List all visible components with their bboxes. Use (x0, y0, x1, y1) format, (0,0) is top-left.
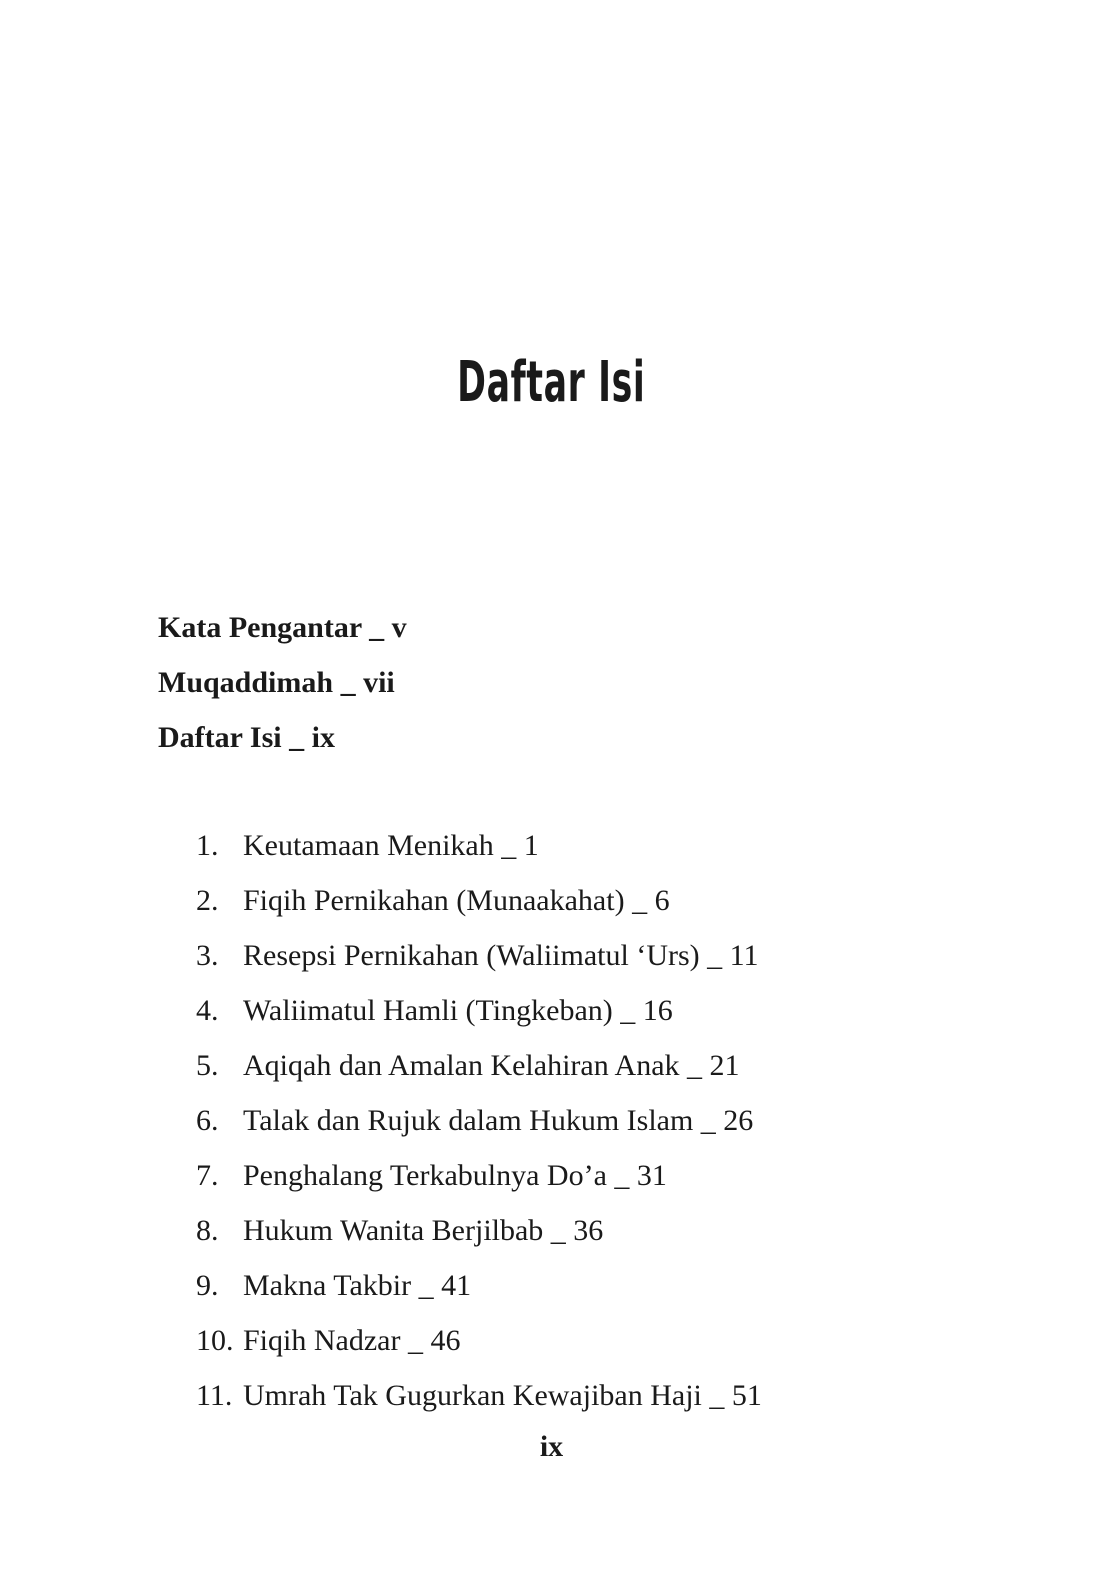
chapter-number: 2. (196, 884, 219, 917)
front-matter-list (158, 600, 407, 765)
chapter-number: 4. (196, 994, 219, 1027)
toc-chapter-2[interactable] (196, 873, 762, 928)
toc-entry-muqaddimah[interactable]: Muqaddimah _ vii (158, 666, 395, 699)
chapter-title: Makna Takbir _ 41 (243, 1269, 472, 1302)
chapter-title: Waliimatul Hamli (Tingkeban) _ 16 (243, 994, 673, 1027)
toc-entry-kata-pengantar[interactable]: Kata Pengantar _ v (158, 611, 407, 644)
chapter-number: 9. (196, 1269, 219, 1302)
chapter-list (196, 818, 762, 1423)
toc-chapter-3[interactable] (196, 928, 762, 983)
toc-chapter-4[interactable] (196, 983, 762, 1038)
toc-chapter-9[interactable] (196, 1258, 762, 1313)
page-title: Daftar Isi (457, 350, 646, 415)
toc-chapter-11[interactable] (196, 1368, 762, 1423)
chapter-title: Hukum Wanita Berjilbab _ 36 (243, 1214, 604, 1247)
page-number: ix (539, 1430, 564, 1463)
chapter-number: 11. (196, 1379, 233, 1412)
toc-entry-daftar-isi[interactable]: Daftar Isi _ ix (158, 721, 335, 754)
chapter-title: Talak dan Rujuk dalam Hukum Islam _ 26 (243, 1104, 754, 1137)
chapter-title: Penghalang Terkabulnya Do’a _ 31 (243, 1159, 667, 1192)
chapter-number: 7. (196, 1159, 219, 1192)
chapter-title: Resepsi Pernikahan (Waliimatul ‘Urs) _ 11 (243, 939, 759, 972)
chapter-number: 3. (196, 939, 219, 972)
toc-chapter-1[interactable] (196, 818, 762, 873)
chapter-number: 1. (196, 829, 219, 862)
chapter-title: Fiqih Pernikahan (Munaakahat) _ 6 (243, 884, 670, 917)
toc-chapter-6[interactable] (196, 1093, 762, 1148)
chapter-number: 8. (196, 1214, 219, 1247)
chapter-title: Aqiqah dan Amalan Kelahiran Anak _ 21 (243, 1049, 740, 1082)
chapter-number: 10. (196, 1324, 234, 1357)
toc-chapter-5[interactable] (196, 1038, 762, 1093)
chapter-number: 5. (196, 1049, 219, 1082)
chapter-number: 6. (196, 1104, 219, 1137)
toc-chapter-8[interactable] (196, 1203, 762, 1258)
toc-chapter-7[interactable] (196, 1148, 762, 1203)
chapter-title: Keutamaan Menikah _ 1 (243, 829, 539, 862)
toc-chapter-10[interactable] (196, 1313, 762, 1368)
chapter-title: Fiqih Nadzar _ 46 (243, 1324, 461, 1357)
chapter-title: Umrah Tak Gugurkan Kewajiban Haji _ 51 (243, 1379, 762, 1412)
